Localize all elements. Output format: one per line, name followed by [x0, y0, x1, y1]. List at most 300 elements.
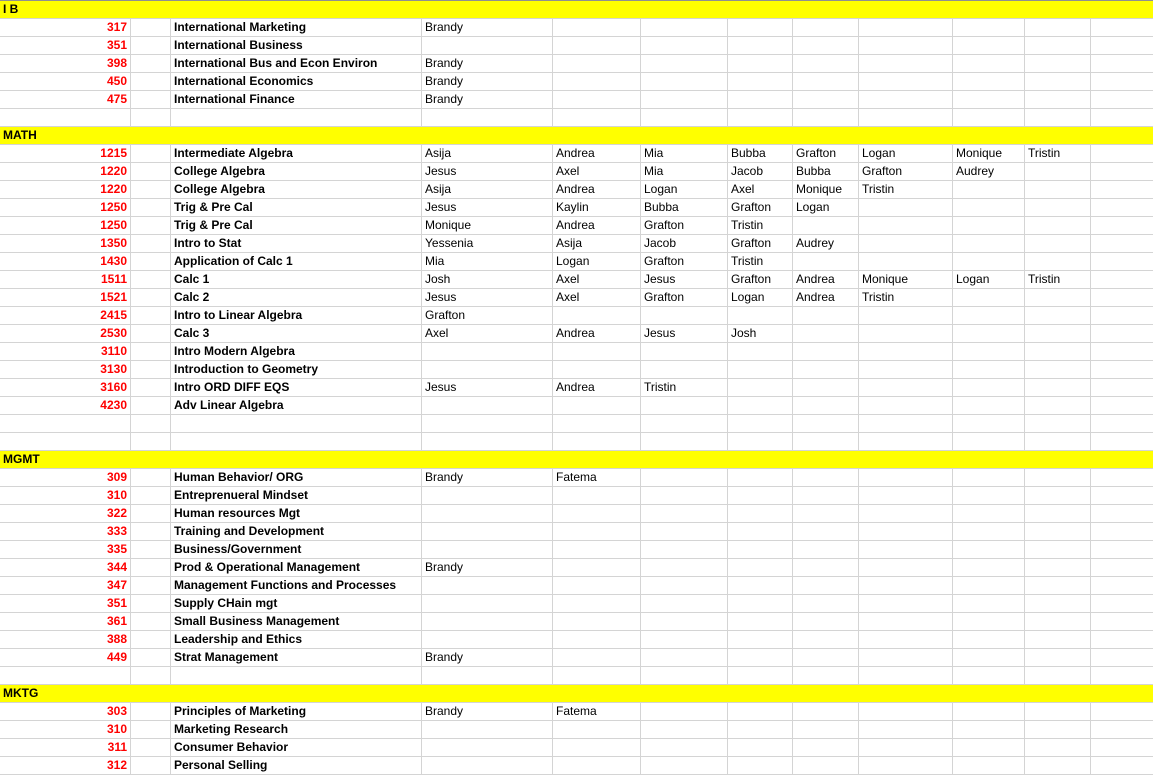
cell-empty[interactable] — [553, 37, 641, 55]
cell-tutor[interactable]: Andrea — [553, 379, 641, 397]
cell-course-name[interactable]: Intro Modern Algebra — [171, 343, 422, 361]
cell-tutor[interactable]: Logan — [793, 199, 859, 217]
cell-empty[interactable] — [422, 721, 553, 739]
cell-empty[interactable] — [859, 73, 953, 91]
cell-empty[interactable] — [953, 379, 1025, 397]
cell-course-number[interactable]: 1521 — [0, 289, 131, 307]
cell-empty[interactable] — [793, 541, 859, 559]
cell-empty[interactable] — [131, 271, 171, 289]
cell-empty[interactable] — [171, 109, 422, 127]
cell-empty[interactable] — [1091, 433, 1153, 451]
cell-empty[interactable] — [859, 217, 953, 235]
cell-empty[interactable] — [953, 109, 1025, 127]
cell-empty[interactable] — [131, 397, 171, 415]
cell-empty[interactable] — [641, 487, 728, 505]
cell-empty[interactable] — [859, 379, 953, 397]
cell-empty[interactable] — [131, 703, 171, 721]
cell-empty[interactable] — [728, 73, 793, 91]
cell-empty[interactable] — [1025, 469, 1091, 487]
cell-empty[interactable] — [728, 487, 793, 505]
cell-course-number[interactable]: 3130 — [0, 361, 131, 379]
cell-tutor[interactable]: Jacob — [641, 235, 728, 253]
cell-empty[interactable] — [953, 307, 1025, 325]
cell-tutor[interactable]: Bubba — [641, 199, 728, 217]
cell-empty[interactable] — [422, 433, 553, 451]
cell-empty[interactable] — [131, 469, 171, 487]
cell-empty[interactable] — [1091, 523, 1153, 541]
cell-course-number[interactable]: 1430 — [0, 253, 131, 271]
cell-empty[interactable] — [1091, 757, 1153, 775]
cell-tutor[interactable]: Jesus — [422, 379, 553, 397]
cell-empty[interactable] — [422, 505, 553, 523]
cell-empty[interactable] — [859, 595, 953, 613]
cell-empty[interactable] — [131, 199, 171, 217]
cell-empty[interactable] — [953, 595, 1025, 613]
cell-tutor[interactable]: Brandy — [422, 469, 553, 487]
cell-empty[interactable] — [728, 433, 793, 451]
cell-course-number[interactable]: 310 — [0, 721, 131, 739]
cell-empty[interactable] — [422, 595, 553, 613]
cell-empty[interactable] — [1091, 379, 1153, 397]
cell-tutor[interactable]: Andrea — [553, 325, 641, 343]
cell-empty[interactable] — [641, 721, 728, 739]
cell-empty[interactable] — [131, 145, 171, 163]
cell-empty[interactable] — [1091, 577, 1153, 595]
cell-empty[interactable] — [793, 523, 859, 541]
cell-empty[interactable] — [131, 505, 171, 523]
cell-course-number[interactable]: 311 — [0, 739, 131, 757]
cell-empty[interactable] — [728, 703, 793, 721]
cell-empty[interactable] — [553, 577, 641, 595]
cell-empty[interactable] — [1025, 631, 1091, 649]
cell-empty[interactable] — [793, 577, 859, 595]
cell-empty[interactable] — [859, 667, 953, 685]
cell-course-number[interactable]: 347 — [0, 577, 131, 595]
cell-course-name[interactable]: Introduction to Geometry — [171, 361, 422, 379]
cell-empty[interactable] — [1091, 253, 1153, 271]
cell-empty[interactable] — [953, 343, 1025, 361]
cell-empty[interactable] — [1025, 523, 1091, 541]
cell-empty[interactable] — [553, 55, 641, 73]
cell-course-number[interactable]: 317 — [0, 19, 131, 37]
cell-empty[interactable] — [131, 181, 171, 199]
cell-empty[interactable] — [953, 91, 1025, 109]
cell-empty[interactable] — [1091, 235, 1153, 253]
cell-empty[interactable] — [859, 199, 953, 217]
cell-empty[interactable] — [953, 235, 1025, 253]
cell-empty[interactable] — [641, 91, 728, 109]
cell-empty[interactable] — [1025, 37, 1091, 55]
cell-empty[interactable] — [422, 343, 553, 361]
cell-empty[interactable] — [953, 325, 1025, 343]
cell-empty[interactable] — [1025, 487, 1091, 505]
cell-empty[interactable] — [793, 505, 859, 523]
cell-empty[interactable] — [728, 469, 793, 487]
cell-course-name[interactable]: International Finance — [171, 91, 422, 109]
cell-course-name[interactable]: Adv Linear Algebra — [171, 397, 422, 415]
cell-empty[interactable] — [1091, 739, 1153, 757]
cell-empty[interactable] — [1091, 217, 1153, 235]
cell-empty[interactable] — [953, 19, 1025, 37]
cell-tutor[interactable]: Mia — [641, 163, 728, 181]
cell-empty[interactable] — [131, 523, 171, 541]
cell-empty[interactable] — [131, 289, 171, 307]
cell-empty[interactable] — [171, 433, 422, 451]
cell-empty[interactable] — [793, 487, 859, 505]
cell-empty[interactable] — [1091, 163, 1153, 181]
cell-empty[interactable] — [1091, 487, 1153, 505]
cell-tutor[interactable]: Bubba — [793, 163, 859, 181]
cell-empty[interactable] — [422, 577, 553, 595]
cell-empty[interactable] — [1025, 397, 1091, 415]
cell-empty[interactable] — [793, 361, 859, 379]
cell-tutor[interactable]: Mia — [641, 145, 728, 163]
cell-course-number[interactable]: 1350 — [0, 235, 131, 253]
cell-tutor[interactable]: Grafton — [641, 253, 728, 271]
cell-tutor[interactable]: Grafton — [728, 199, 793, 217]
cell-empty[interactable] — [1091, 649, 1153, 667]
cell-tutor[interactable]: Axel — [728, 181, 793, 199]
cell-empty[interactable] — [422, 541, 553, 559]
cell-empty[interactable] — [859, 631, 953, 649]
cell-empty[interactable] — [131, 631, 171, 649]
cell-empty[interactable] — [793, 37, 859, 55]
cell-tutor[interactable]: Fatema — [553, 703, 641, 721]
cell-tutor[interactable]: Tristin — [641, 379, 728, 397]
cell-empty[interactable] — [728, 415, 793, 433]
cell-empty[interactable] — [641, 649, 728, 667]
cell-tutor[interactable]: Andrea — [793, 289, 859, 307]
cell-empty[interactable] — [641, 343, 728, 361]
cell-empty[interactable] — [953, 649, 1025, 667]
cell-empty[interactable] — [131, 235, 171, 253]
cell-empty[interactable] — [953, 505, 1025, 523]
cell-empty[interactable] — [131, 577, 171, 595]
cell-empty[interactable] — [728, 541, 793, 559]
cell-empty[interactable] — [793, 325, 859, 343]
cell-empty[interactable] — [641, 37, 728, 55]
cell-empty[interactable] — [1025, 307, 1091, 325]
cell-tutor[interactable]: Logan — [641, 181, 728, 199]
cell-empty[interactable] — [859, 541, 953, 559]
cell-course-number[interactable]: 1250 — [0, 217, 131, 235]
cell-empty[interactable] — [641, 577, 728, 595]
cell-empty[interactable] — [131, 721, 171, 739]
cell-tutor[interactable]: Logan — [728, 289, 793, 307]
cell-empty[interactable] — [131, 487, 171, 505]
cell-tutor[interactable]: Asija — [422, 145, 553, 163]
cell-tutor[interactable]: Jesus — [422, 289, 553, 307]
cell-empty[interactable] — [1091, 343, 1153, 361]
cell-empty[interactable] — [859, 487, 953, 505]
cell-empty[interactable] — [553, 523, 641, 541]
cell-empty[interactable] — [553, 307, 641, 325]
cell-empty[interactable] — [953, 721, 1025, 739]
cell-empty[interactable] — [131, 649, 171, 667]
cell-empty[interactable] — [793, 73, 859, 91]
cell-empty[interactable] — [793, 631, 859, 649]
cell-tutor[interactable]: Andrea — [793, 271, 859, 289]
cell-empty[interactable] — [859, 253, 953, 271]
cell-course-number[interactable]: 4230 — [0, 397, 131, 415]
cell-tutor[interactable]: Grafton — [859, 163, 953, 181]
cell-course-number[interactable]: 322 — [0, 505, 131, 523]
cell-tutor[interactable]: Grafton — [422, 307, 553, 325]
cell-course-name[interactable]: Intro to Stat — [171, 235, 422, 253]
cell-course-name[interactable]: Human Behavior/ ORG — [171, 469, 422, 487]
cell-empty[interactable] — [1025, 505, 1091, 523]
cell-tutor[interactable]: Tristin — [728, 253, 793, 271]
cell-course-name[interactable]: Intro ORD DIFF EQS — [171, 379, 422, 397]
cell-tutor[interactable]: Grafton — [728, 271, 793, 289]
cell-empty[interactable] — [641, 523, 728, 541]
cell-course-number[interactable]: 450 — [0, 73, 131, 91]
cell-empty[interactable] — [859, 397, 953, 415]
cell-empty[interactable] — [422, 415, 553, 433]
cell-empty[interactable] — [859, 613, 953, 631]
cell-empty[interactable] — [1025, 559, 1091, 577]
cell-course-number[interactable]: 351 — [0, 595, 131, 613]
cell-empty[interactable] — [131, 739, 171, 757]
cell-empty[interactable] — [641, 559, 728, 577]
cell-empty[interactable] — [131, 415, 171, 433]
cell-empty[interactable] — [641, 613, 728, 631]
cell-empty[interactable] — [859, 307, 953, 325]
cell-empty[interactable] — [553, 361, 641, 379]
cell-empty[interactable] — [1025, 73, 1091, 91]
cell-empty[interactable] — [793, 307, 859, 325]
cell-course-number[interactable]: 449 — [0, 649, 131, 667]
cell-course-name[interactable]: Principles of Marketing — [171, 703, 422, 721]
section-header-cell[interactable]: MATH — [0, 127, 1153, 145]
cell-empty[interactable] — [793, 343, 859, 361]
cell-tutor[interactable]: Axel — [422, 325, 553, 343]
cell-empty[interactable] — [859, 235, 953, 253]
cell-course-number[interactable]: 3160 — [0, 379, 131, 397]
cell-course-number[interactable]: 344 — [0, 559, 131, 577]
cell-empty[interactable] — [728, 505, 793, 523]
section-header-cell[interactable]: MGMT — [0, 451, 1153, 469]
cell-tutor[interactable]: Tristin — [1025, 271, 1091, 289]
cell-empty[interactable] — [859, 523, 953, 541]
cell-course-number[interactable]: 309 — [0, 469, 131, 487]
cell-empty[interactable] — [793, 379, 859, 397]
cell-empty[interactable] — [1025, 217, 1091, 235]
cell-empty[interactable] — [953, 181, 1025, 199]
cell-empty[interactable] — [1025, 379, 1091, 397]
cell-course-name[interactable]: Marketing Research — [171, 721, 422, 739]
cell-empty[interactable] — [0, 109, 131, 127]
cell-empty[interactable] — [953, 739, 1025, 757]
cell-empty[interactable] — [953, 667, 1025, 685]
cell-empty[interactable] — [793, 739, 859, 757]
cell-empty[interactable] — [641, 757, 728, 775]
cell-course-name[interactable]: Business/Government — [171, 541, 422, 559]
cell-tutor[interactable]: Tristin — [859, 289, 953, 307]
cell-tutor[interactable]: Monique — [793, 181, 859, 199]
cell-empty[interactable] — [131, 307, 171, 325]
cell-course-number[interactable]: 3110 — [0, 343, 131, 361]
cell-empty[interactable] — [859, 703, 953, 721]
cell-empty[interactable] — [131, 253, 171, 271]
cell-empty[interactable] — [859, 325, 953, 343]
cell-tutor[interactable]: Jesus — [422, 163, 553, 181]
cell-empty[interactable] — [1091, 415, 1153, 433]
cell-tutor[interactable]: Jacob — [728, 163, 793, 181]
cell-empty[interactable] — [728, 109, 793, 127]
cell-empty[interactable] — [553, 757, 641, 775]
cell-course-name[interactable]: Trig & Pre Cal — [171, 199, 422, 217]
cell-course-name[interactable]: Training and Development — [171, 523, 422, 541]
cell-empty[interactable] — [859, 721, 953, 739]
cell-tutor[interactable]: Brandy — [422, 73, 553, 91]
cell-empty[interactable] — [641, 73, 728, 91]
cell-course-number[interactable]: 1220 — [0, 181, 131, 199]
cell-empty[interactable] — [422, 631, 553, 649]
cell-empty[interactable] — [131, 73, 171, 91]
cell-tutor[interactable]: Grafton — [641, 289, 728, 307]
cell-empty[interactable] — [728, 721, 793, 739]
cell-empty[interactable] — [728, 667, 793, 685]
cell-empty[interactable] — [1091, 613, 1153, 631]
cell-tutor[interactable]: Asija — [422, 181, 553, 199]
cell-tutor[interactable]: Tristin — [859, 181, 953, 199]
section-header-cell[interactable]: I B — [0, 1, 1153, 19]
cell-empty[interactable] — [553, 649, 641, 667]
cell-tutor[interactable]: Grafton — [641, 217, 728, 235]
cell-course-number[interactable]: 333 — [0, 523, 131, 541]
cell-empty[interactable] — [0, 667, 131, 685]
cell-empty[interactable] — [728, 19, 793, 37]
cell-empty[interactable] — [953, 469, 1025, 487]
cell-tutor[interactable]: Audrey — [793, 235, 859, 253]
cell-empty[interactable] — [553, 397, 641, 415]
cell-empty[interactable] — [0, 433, 131, 451]
cell-empty[interactable] — [1025, 415, 1091, 433]
cell-empty[interactable] — [793, 19, 859, 37]
cell-empty[interactable] — [131, 613, 171, 631]
cell-course-name[interactable]: Intermediate Algebra — [171, 145, 422, 163]
cell-course-name[interactable]: International Economics — [171, 73, 422, 91]
cell-empty[interactable] — [1025, 361, 1091, 379]
cell-empty[interactable] — [953, 487, 1025, 505]
cell-empty[interactable] — [1091, 703, 1153, 721]
cell-course-name[interactable]: Consumer Behavior — [171, 739, 422, 757]
cell-empty[interactable] — [953, 757, 1025, 775]
cell-empty[interactable] — [1091, 199, 1153, 217]
cell-course-name[interactable]: Trig & Pre Cal — [171, 217, 422, 235]
cell-course-number[interactable]: 2415 — [0, 307, 131, 325]
cell-empty[interactable] — [953, 613, 1025, 631]
cell-empty[interactable] — [859, 109, 953, 127]
cell-empty[interactable] — [728, 523, 793, 541]
cell-tutor[interactable]: Kaylin — [553, 199, 641, 217]
cell-empty[interactable] — [422, 523, 553, 541]
cell-empty[interactable] — [641, 505, 728, 523]
cell-course-name[interactable]: Prod & Operational Management — [171, 559, 422, 577]
cell-tutor[interactable]: Asija — [553, 235, 641, 253]
cell-empty[interactable] — [1025, 667, 1091, 685]
cell-tutor[interactable]: Monique — [422, 217, 553, 235]
cell-tutor[interactable]: Axel — [553, 289, 641, 307]
cell-course-number[interactable]: 312 — [0, 757, 131, 775]
cell-empty[interactable] — [131, 361, 171, 379]
cell-empty[interactable] — [859, 55, 953, 73]
cell-empty[interactable] — [131, 379, 171, 397]
cell-empty[interactable] — [1025, 199, 1091, 217]
cell-empty[interactable] — [859, 757, 953, 775]
cell-tutor[interactable]: Yessenia — [422, 235, 553, 253]
cell-empty[interactable] — [1025, 739, 1091, 757]
cell-empty[interactable] — [553, 559, 641, 577]
cell-course-number[interactable]: 475 — [0, 91, 131, 109]
cell-empty[interactable] — [131, 91, 171, 109]
cell-empty[interactable] — [422, 397, 553, 415]
cell-empty[interactable] — [1025, 649, 1091, 667]
cell-empty[interactable] — [1091, 91, 1153, 109]
cell-empty[interactable] — [1091, 19, 1153, 37]
cell-empty[interactable] — [728, 343, 793, 361]
cell-empty[interactable] — [131, 217, 171, 235]
cell-course-number[interactable]: 335 — [0, 541, 131, 559]
cell-course-name[interactable]: Application of Calc 1 — [171, 253, 422, 271]
cell-empty[interactable] — [131, 595, 171, 613]
cell-course-name[interactable]: International Business — [171, 37, 422, 55]
cell-empty[interactable] — [1025, 541, 1091, 559]
cell-empty[interactable] — [1091, 559, 1153, 577]
cell-empty[interactable] — [0, 415, 131, 433]
cell-empty[interactable] — [793, 667, 859, 685]
cell-empty[interactable] — [422, 757, 553, 775]
cell-empty[interactable] — [793, 703, 859, 721]
cell-empty[interactable] — [131, 541, 171, 559]
cell-tutor[interactable]: Tristin — [728, 217, 793, 235]
cell-course-name[interactable]: Small Business Management — [171, 613, 422, 631]
cell-empty[interactable] — [1091, 271, 1153, 289]
cell-tutor[interactable]: Monique — [859, 271, 953, 289]
cell-empty[interactable] — [859, 91, 953, 109]
cell-empty[interactable] — [553, 541, 641, 559]
cell-course-name[interactable]: Entreprenueral Mindset — [171, 487, 422, 505]
cell-empty[interactable] — [859, 559, 953, 577]
cell-tutor[interactable]: Jesus — [641, 271, 728, 289]
cell-empty[interactable] — [953, 55, 1025, 73]
cell-tutor[interactable]: Brandy — [422, 649, 553, 667]
cell-empty[interactable] — [1091, 469, 1153, 487]
cell-empty[interactable] — [641, 55, 728, 73]
cell-empty[interactable] — [1091, 631, 1153, 649]
cell-empty[interactable] — [728, 631, 793, 649]
cell-course-number[interactable]: 1215 — [0, 145, 131, 163]
cell-course-name[interactable]: Calc 3 — [171, 325, 422, 343]
cell-empty[interactable] — [728, 739, 793, 757]
cell-empty[interactable] — [641, 739, 728, 757]
cell-empty[interactable] — [641, 397, 728, 415]
cell-empty[interactable] — [953, 199, 1025, 217]
cell-empty[interactable] — [793, 757, 859, 775]
cell-empty[interactable] — [859, 361, 953, 379]
cell-empty[interactable] — [728, 559, 793, 577]
cell-tutor[interactable]: Andrea — [553, 181, 641, 199]
cell-empty[interactable] — [1091, 73, 1153, 91]
cell-empty[interactable] — [793, 397, 859, 415]
cell-empty[interactable] — [131, 109, 171, 127]
cell-empty[interactable] — [131, 559, 171, 577]
cell-empty[interactable] — [422, 739, 553, 757]
cell-empty[interactable] — [1025, 19, 1091, 37]
cell-empty[interactable] — [131, 37, 171, 55]
cell-empty[interactable] — [171, 667, 422, 685]
